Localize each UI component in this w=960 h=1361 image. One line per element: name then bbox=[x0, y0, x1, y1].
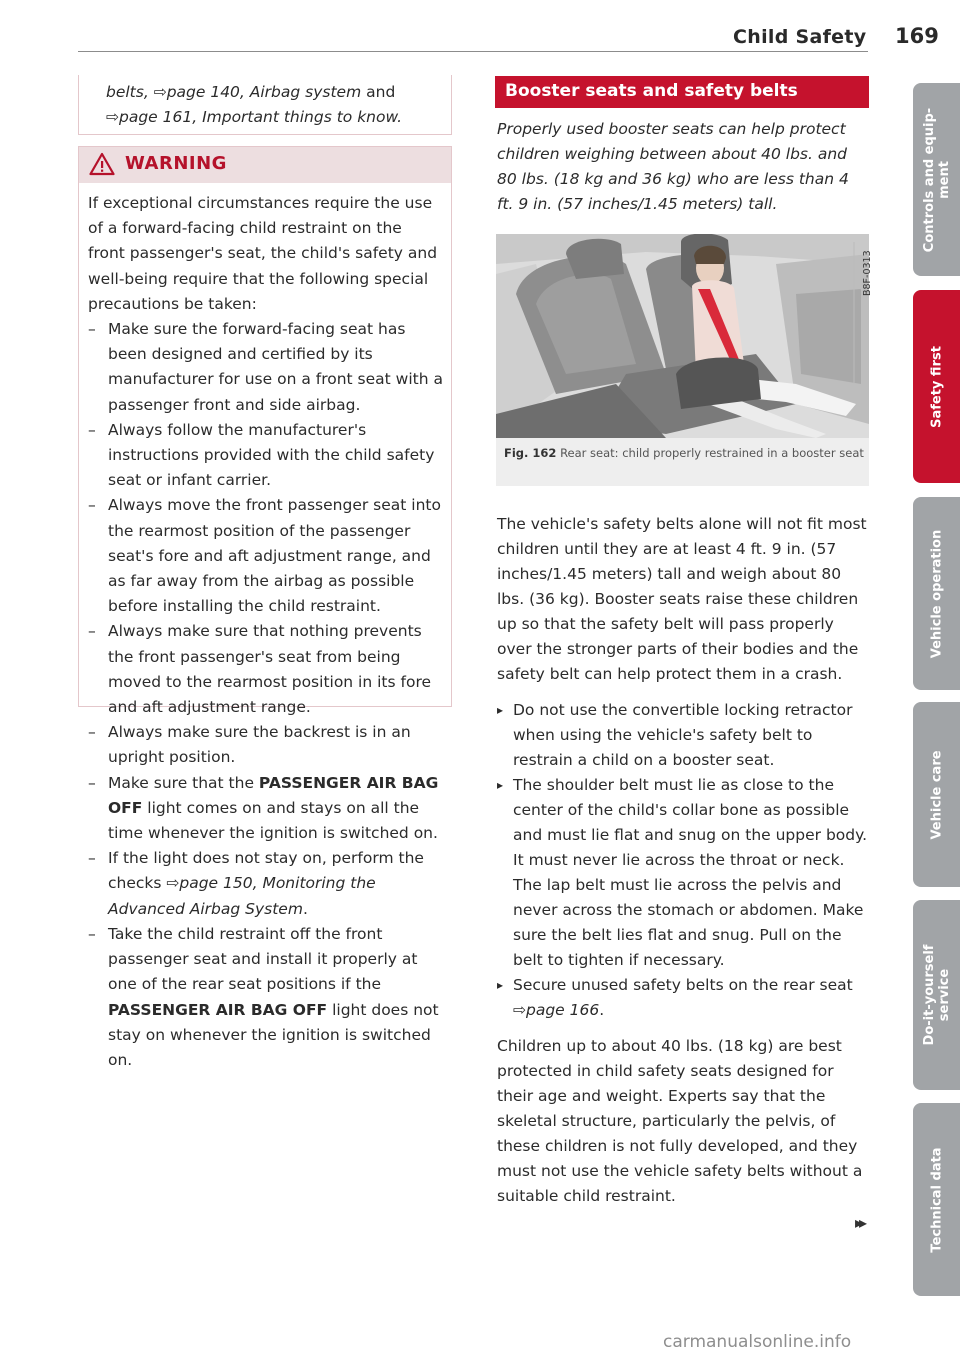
page-ref-link[interactable]: ⇨page 166 bbox=[513, 1001, 600, 1019]
car-rear-seat-illustration bbox=[496, 234, 869, 438]
footer-watermark: carmanualsonline.info bbox=[663, 1332, 852, 1352]
side-tab-technical-data[interactable]: Technical data bbox=[913, 1103, 960, 1296]
instruction-item: ▸ Secure unused safety belts on the rear seat ⇨page 166. bbox=[497, 973, 872, 1023]
figure-code: B8F-0313 bbox=[862, 250, 873, 296]
warning-intro: If exceptional circumstances require the use of a forward-facing child restraint on the front passenger's seat, the child's safety and well-being require that the following special precautions be taken: bbox=[88, 194, 438, 313]
instruction-item: ▸ The shoulder belt must lie as close to the center of the child's collar bone as possible and must lie flat and snug on the upper body. It must never lie across the throat or neck. The lap belt must lie across the pelvis and never across the stomach or abdomen. Make sure the belt lies flat and snug. Pull on the belt to tighten if necessary. bbox=[497, 773, 872, 973]
continue-arrow-icon: ▸▸ bbox=[855, 1213, 864, 1232]
warning-item: – If the light does not stay on, perform the checks ⇨page 150, Monitoring the Advanced Airbag System. bbox=[88, 846, 443, 922]
side-tab-controls[interactable]: Controls and equip- ment bbox=[913, 83, 960, 276]
page-number: 169 bbox=[895, 24, 939, 48]
warning-triangle-icon bbox=[89, 152, 115, 176]
section-heading-bar bbox=[495, 76, 869, 108]
body-paragraph: The vehicle's safety belts alone will not fit most children until they are at least 4 ft. 9 in. (57 inches/1.45 meters) tall and weigh about 80 lbs. (36 kg). Booster seats raise these children up so that the safety belt will pass properly over the stronger parts of their bodies and the safety belt can help protect them in a crash. bbox=[497, 515, 867, 683]
side-tab-safety-first[interactable]: Safety first bbox=[913, 290, 960, 483]
running-title: Child Safety bbox=[733, 26, 867, 48]
warning-body bbox=[88, 191, 443, 1073]
instruction-item: ▸ Do not use the convertible locking retractor when using the vehicle's safety belt to restrain a child on a booster seat. bbox=[497, 698, 872, 773]
warning-box bbox=[78, 146, 452, 1069]
page-ref-link[interactable]: ⇨page 150, Monitoring the Advanced Airbag System bbox=[108, 874, 376, 918]
side-tab-vehicle-care[interactable]: Vehicle care bbox=[913, 702, 960, 887]
warning-item: – Always follow the manufacturer's instructions provided with the child safety seat or infant carrier. bbox=[88, 418, 443, 494]
warning-item: – Take the child restraint off the front passenger seat and install it properly at one of the rear seat positions if the PASSENGER AIR BAG OFF light does not stay on whenever the ignition is switched on. bbox=[88, 922, 443, 1073]
warning-item: – Make sure that the PASSENGER AIR BAG OFF light comes on and stays on all the time whenever the ignition is switched on. bbox=[88, 771, 443, 847]
warning-item: – Always make sure that nothing prevents the front passenger's seat from being moved to the rearmost position in its fore and aft adjustment range. bbox=[88, 619, 443, 720]
warning-item: – Always make sure the backrest is in an upright position. bbox=[88, 720, 443, 770]
header-rule bbox=[78, 51, 868, 52]
figure-caption: Fig. 162 Rear seat: child properly restrained in a booster seat bbox=[504, 446, 864, 460]
section-intro: Properly used booster seats can help protect children weighing between about 40 lbs. and 80 lbs. (18 kg and 36 kg) who are less than 4 ft. 9 in. (57 inches/1.45 meters) tall. bbox=[497, 120, 849, 213]
instruction-list bbox=[497, 698, 872, 1023]
section-title: Booster seats and safety belts bbox=[505, 81, 798, 101]
body-text bbox=[497, 512, 872, 1209]
warning-header bbox=[79, 147, 451, 183]
side-tab-do-it-yourself[interactable]: Do-it-yourself service bbox=[913, 900, 960, 1090]
continuation-text: belts, ⇨page 140, Airbag system and ⇨page 161, Important things to know. bbox=[106, 83, 403, 126]
figure-162 bbox=[496, 234, 869, 486]
page-ref-link[interactable]: ⇨page 161, Important things to know. bbox=[106, 108, 403, 126]
page-ref-link[interactable]: ⇨page 140, Airbag system bbox=[153, 83, 362, 101]
warning-item: – Make sure the forward-facing seat has been designed and certified by its manufacturer for use on a front seat with a passenger front and side airbag. bbox=[88, 317, 443, 418]
warning-item: – Always move the front passenger seat into the rearmost position of the passenger seat's fore and aft adjustment range, and as far away from the airbag as possible before installing the child restraint. bbox=[88, 493, 443, 619]
body-paragraph: Children up to about 40 lbs. (18 kg) are best protected in child safety seats designed for their age and weight. Experts say that the skeletal structure, particularly the pelvis, of these children is not fully developed, and they must not use the vehicle safety belts without a suitable child restraint. bbox=[497, 1037, 863, 1205]
warning-label: WARNING bbox=[125, 153, 227, 174]
warning-list bbox=[88, 317, 443, 1073]
side-tab-vehicle-operation[interactable]: Vehicle operation bbox=[913, 497, 960, 690]
